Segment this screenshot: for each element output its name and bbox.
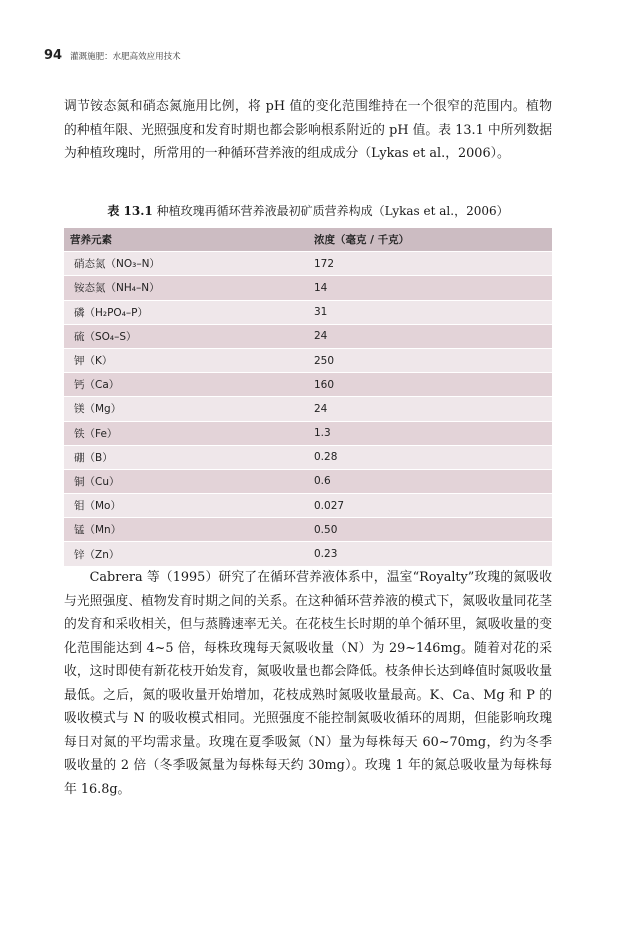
table-row (64, 373, 552, 397)
concentration-cell: 24 (306, 324, 552, 348)
concentration-cell: 31 (306, 300, 552, 324)
nutrient-name-cell: 镁（Mg） (64, 397, 306, 421)
table-row (64, 348, 552, 372)
nutrient-name-cell: 钼（Mo） (64, 494, 306, 518)
concentration-cell: 0.027 (306, 494, 552, 518)
nutrient-name-cell: 钙（Ca） (64, 373, 306, 397)
concentration-cell: 14 (306, 276, 552, 300)
concentration-cell: 172 (306, 252, 552, 276)
table-row (64, 421, 552, 445)
table-row (64, 445, 552, 469)
nutrient-name-cell: 磷（H₂PO₄–P） (64, 300, 306, 324)
concentration-cell: 0.50 (306, 518, 552, 542)
page-number: 94 (44, 48, 63, 63)
table-caption-label: 表 13.1 (107, 204, 153, 218)
paragraph-text: Cabrera 等（1995）研究了在循环营养液体系中，温室“Royalty”玫瑰的氮吸收与光照强度、植物发育时期之间的关系。在这种循环营养液的模式下，氮吸收量同花茎的发育和采收相关，但与蒸腾速率无关。在花枝生长时期的单个循环里，氮吸收量的变化范围能达到 4~5 倍，每株玫瑰每天氮吸收量（N）为 29~146mg。随着对花的采收，这时即使有新花枝开始发育，氮吸收量也都会降低。枝条伸长达到峰值时氮吸收量最低。之后，氮的吸收量开始增加，花枝成熟时氮吸收量最高。K、Ca、Mg 和 P 的吸收模式与 N 的吸收模式相同。光照强度不能控制氮吸收循环的周期，但能影响玫瑰每日对氮的平均需求量。玫瑰在夏季吸氮（N）量为每株每天 60~70mg，约为冬季吸收量的 2 倍（冬季吸氮量为每株每天约 30mg）。玫瑰 1 年的氮总吸收量为每株每年 16.8g。 (64, 570, 552, 797)
nutrient-name-cell: 锌（Zn） (64, 542, 306, 566)
table-row (64, 324, 552, 348)
table-row (64, 276, 552, 300)
table-row (64, 494, 552, 518)
table-row (64, 518, 552, 542)
nutrient-name-cell: 硼（B） (64, 445, 306, 469)
table-row (64, 252, 552, 276)
nutrient-name-cell: 铵态氮（NH₄–N） (64, 276, 306, 300)
table-caption (64, 202, 552, 219)
column-header-concentration: 浓度（毫克 / 千克） (306, 228, 552, 252)
table-row (64, 542, 552, 566)
table-row (64, 469, 552, 493)
concentration-cell: 160 (306, 373, 552, 397)
page-header (44, 48, 181, 64)
nutrient-name-cell: 锰（Mn） (64, 518, 306, 542)
nutrient-name-cell: 钾（K） (64, 348, 306, 372)
body-paragraph-2 (64, 566, 552, 801)
table-row (64, 397, 552, 421)
concentration-cell: 24 (306, 397, 552, 421)
concentration-cell: 0.23 (306, 542, 552, 566)
nutrient-table (64, 228, 552, 567)
concentration-cell: 1.3 (306, 421, 552, 445)
concentration-cell: 0.28 (306, 445, 552, 469)
body-paragraph-1 (64, 95, 552, 166)
nutrient-name-cell: 铁（Fe） (64, 421, 306, 445)
concentration-cell: 250 (306, 348, 552, 372)
table-row (64, 300, 552, 324)
nutrient-name-cell: 硝态氮（NO₃–N） (64, 252, 306, 276)
running-title: 灌溉施肥：水肥高效应用技术 (70, 52, 181, 62)
table-header-row (64, 228, 552, 252)
column-header-element: 营养元素 (64, 228, 306, 252)
nutrient-name-cell: 硫（SO₄–S） (64, 324, 306, 348)
paragraph-text: 调节铵态氮和硝态氮施用比例，将 pH 值的变化范围维持在一个很窄的范围内。植物的种植年限、光照强度和发育时期也都会影响根系附近的 pH 值。表 13.1 中所列数据为种植玫瑰时，所常用的一种循环营养液的组成成分（Lykas et al.，2006）。 (64, 99, 552, 161)
table-caption-text: 种植玫瑰再循环营养液最初矿质营养构成（Lykas et al.，2006） (156, 204, 509, 218)
concentration-cell: 0.6 (306, 469, 552, 493)
nutrient-name-cell: 铜（Cu） (64, 469, 306, 493)
